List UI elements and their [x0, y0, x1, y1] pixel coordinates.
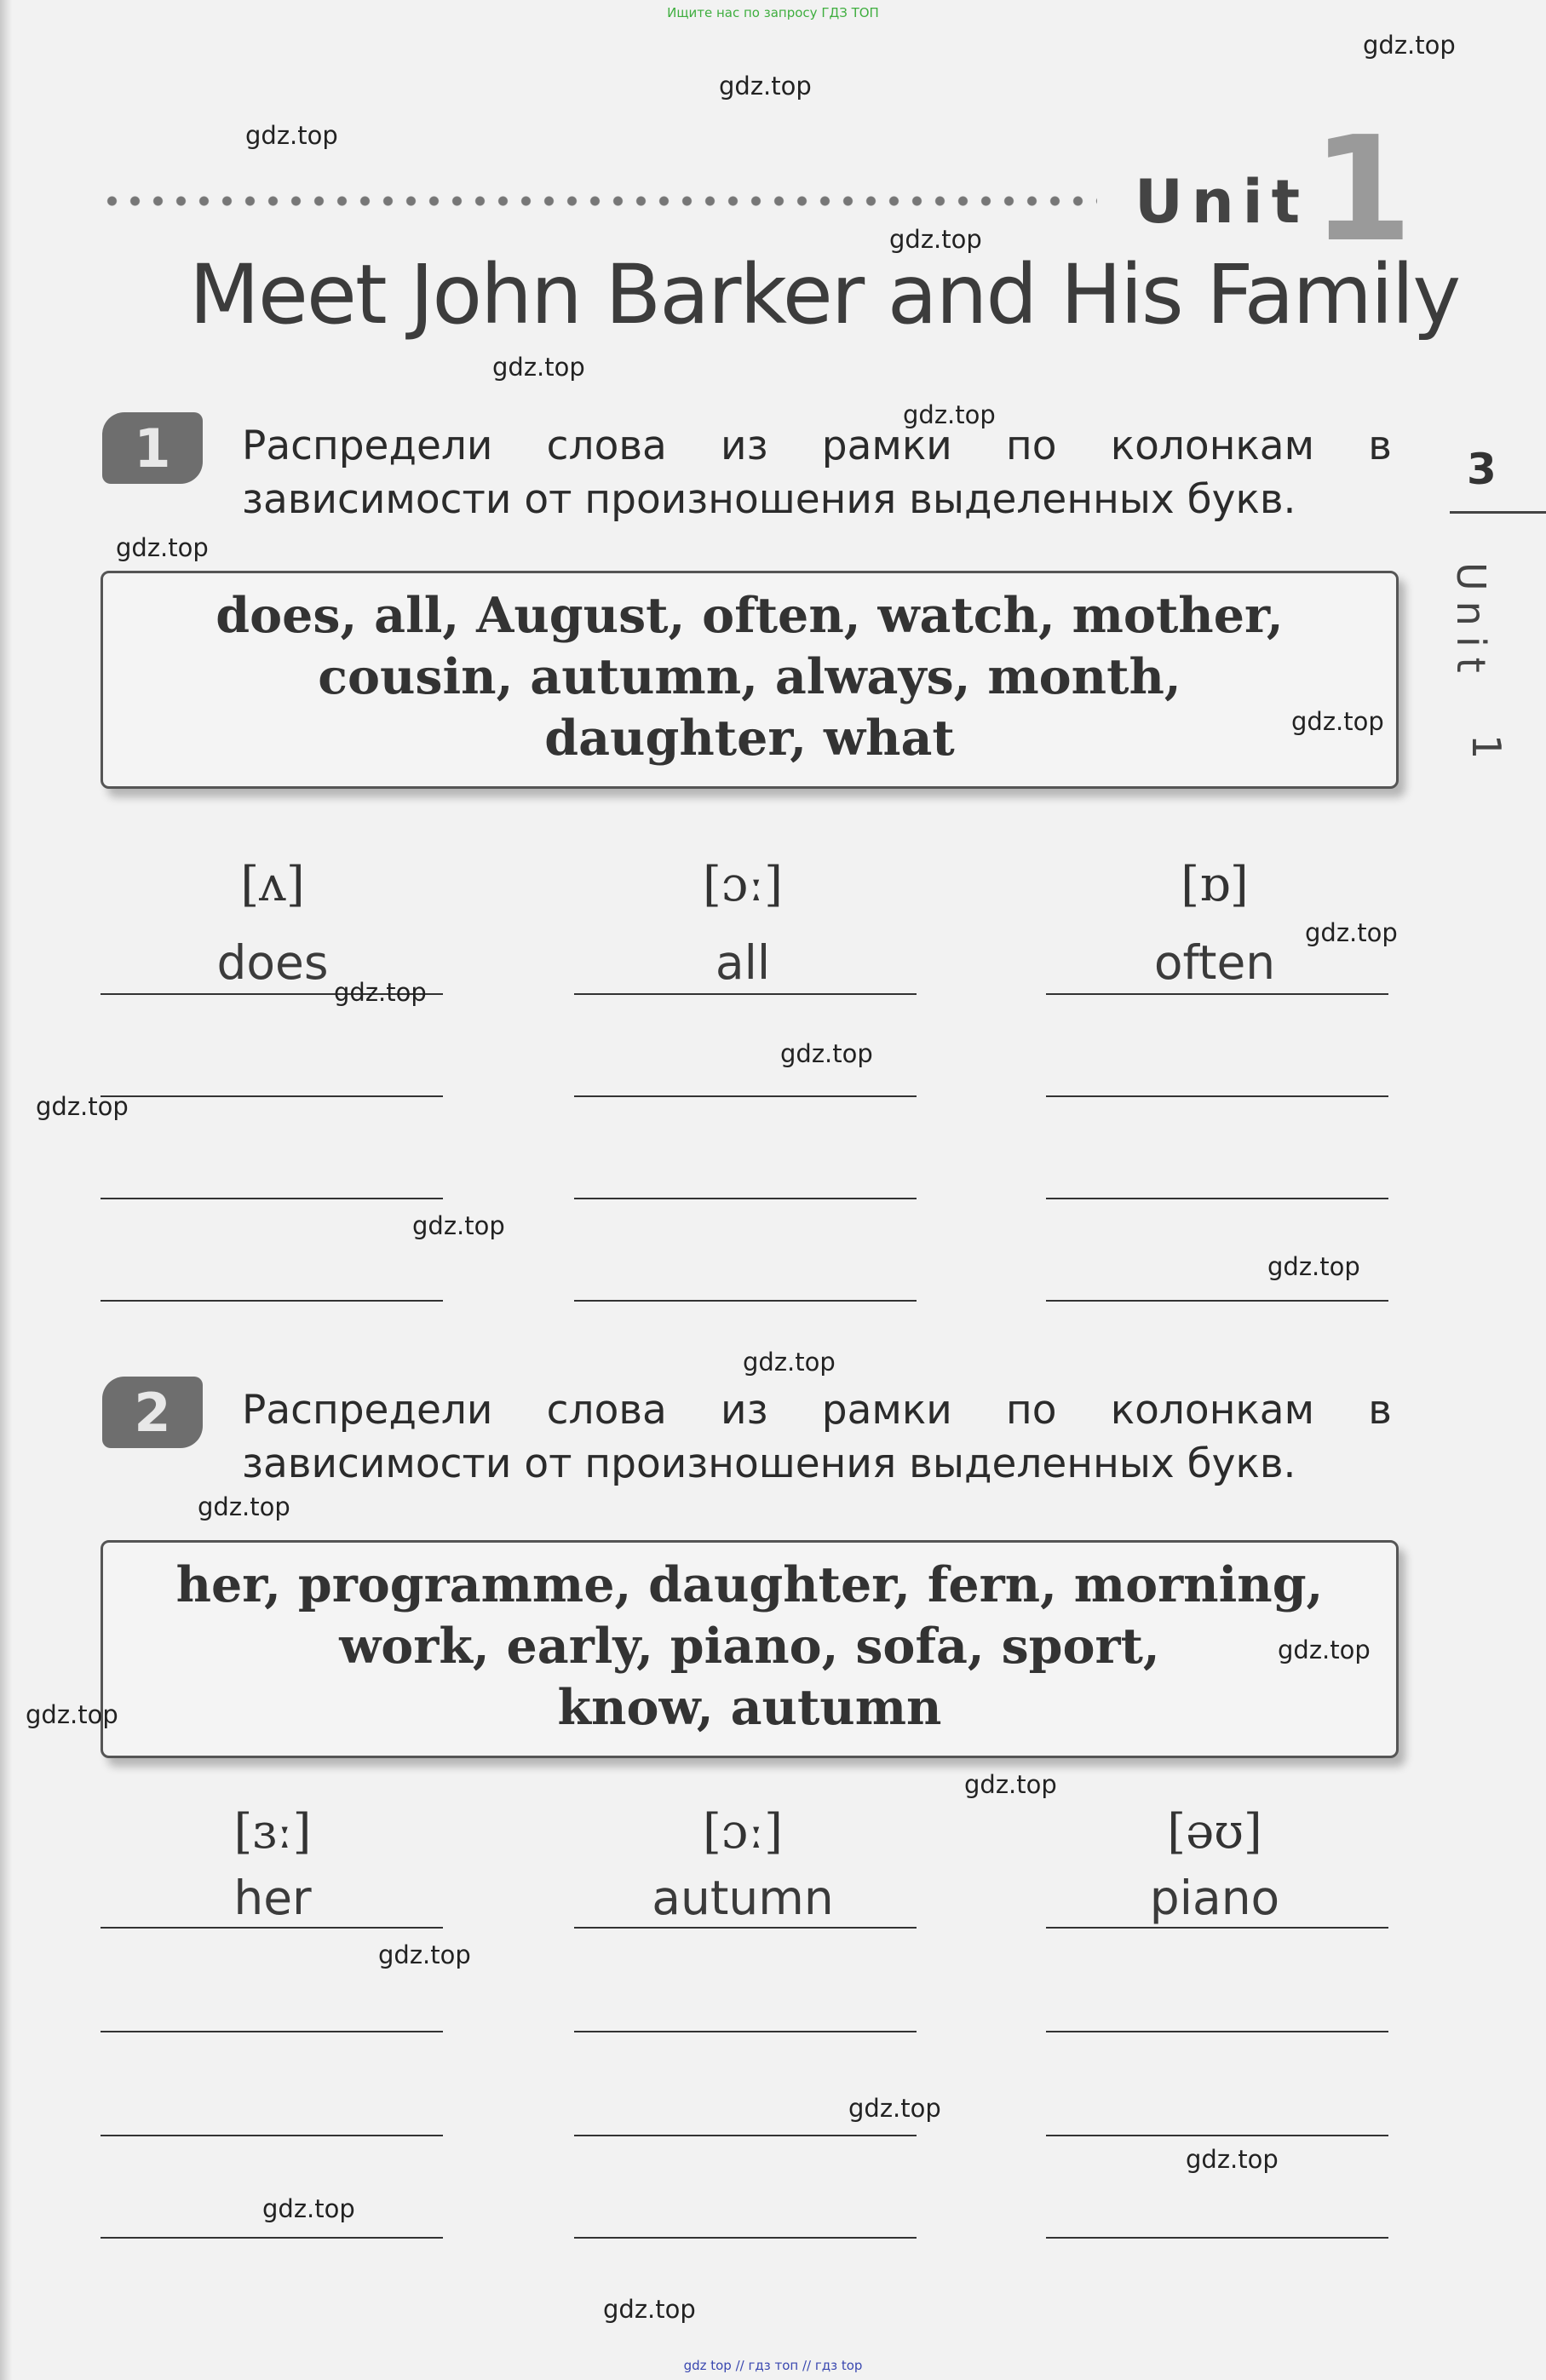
answer-line[interactable] — [574, 2237, 917, 2239]
unit-number: 1 — [1312, 106, 1413, 274]
side-divider — [1450, 511, 1546, 514]
answer-line[interactable] — [101, 1095, 443, 1097]
watermark: gdz.top — [334, 978, 427, 1007]
word-box-line: know, autumn — [557, 1679, 942, 1736]
answer-line[interactable] — [1046, 993, 1388, 995]
answer-example: autumn — [652, 1871, 834, 1925]
phoneme-header: [ɔː] — [703, 1804, 783, 1860]
side-unit-label: Unit — [1448, 562, 1494, 683]
answer-example: often — [1153, 935, 1276, 990]
answer-line[interactable] — [574, 1198, 917, 1199]
phoneme-header: [ɔː] — [703, 857, 783, 912]
phoneme-header: [ʌ] — [240, 857, 305, 912]
page-title: Meet John Barker and His Family — [189, 247, 1460, 342]
watermark: gdz.top — [1278, 1636, 1371, 1664]
exercise-1-instruction: Распредели слова из рамки по колонкам в зависимости от произношения выделенных букв. — [242, 423, 1392, 523]
watermark: gdz.top — [36, 1092, 129, 1121]
answer-line[interactable] — [101, 1300, 443, 1302]
answer-line[interactable] — [574, 1300, 917, 1302]
watermark: gdz.top — [603, 2295, 696, 2324]
watermark: gdz.top — [1186, 2145, 1279, 2174]
exercise-1-word-box — [101, 571, 1399, 789]
word-box-line: does, all, August, often, watch, mother, — [216, 587, 1284, 644]
watermark: gdz.top — [1363, 31, 1456, 60]
answer-line[interactable] — [1046, 1095, 1388, 1097]
answer-line[interactable] — [101, 2031, 443, 2032]
word-box-line: cousin, autumn, always, month, — [318, 648, 1181, 705]
exercise-2-word-box — [101, 1540, 1399, 1758]
watermark: gdz.top — [198, 1492, 290, 1521]
watermark: gdz.top — [378, 1940, 471, 1969]
watermark: gdz.top — [1305, 918, 1398, 947]
watermark: gdz.top — [780, 1039, 873, 1068]
word-box-line: daughter, what — [544, 710, 955, 767]
answer-line[interactable] — [1046, 2031, 1388, 2032]
exercise-2-instruction: Распредели слова из рамки по колонкам в зависимости от произношения выделенных букв. — [242, 1387, 1392, 1487]
exercise-2-badge: 2 — [102, 1377, 203, 1448]
page-number: 3 — [1467, 445, 1497, 494]
watermark: gdz.top — [245, 121, 338, 150]
watermark: gdz.top — [26, 1700, 118, 1729]
answer-line[interactable] — [574, 2031, 917, 2032]
watermark: gdz.top — [848, 2094, 941, 2123]
answer-line[interactable] — [574, 1095, 917, 1097]
exercise-1-badge: 1 — [102, 412, 203, 484]
phoneme-header: [ɒ] — [1181, 857, 1249, 912]
phoneme-header: [ɜː] — [233, 1804, 312, 1860]
answer-line[interactable] — [101, 2135, 443, 2136]
answer-example: her — [233, 1871, 312, 1925]
watermark: gdz.top — [743, 1348, 836, 1377]
top-note: Ищите нас по запросу ГДЗ ТОП — [667, 5, 879, 20]
answer-line[interactable] — [1046, 2135, 1388, 2136]
watermark: gdz.top — [889, 225, 982, 254]
phoneme-header: [əʊ] — [1167, 1804, 1262, 1860]
watermark: gdz.top — [412, 1211, 505, 1240]
word-box-line: her, programme, daughter, fern, morning, — [175, 1556, 1324, 1613]
watermark: gdz.top — [719, 72, 812, 101]
answer-line[interactable] — [1046, 2237, 1388, 2239]
dotted-rule — [101, 194, 1097, 208]
answer-line[interactable] — [1046, 1198, 1388, 1199]
watermark: gdz.top — [1291, 707, 1384, 736]
bottom-note: gdz top // гдз топ // гдз top — [683, 2358, 863, 2373]
answer-line[interactable] — [1046, 1927, 1388, 1929]
answer-line[interactable] — [101, 1198, 443, 1199]
page-edge-shadow — [0, 0, 12, 2380]
watermark: gdz.top — [964, 1770, 1057, 1799]
watermark: gdz.top — [1267, 1252, 1360, 1281]
answer-line[interactable] — [574, 1927, 917, 1929]
answer-example: does — [216, 935, 329, 990]
answer-example: piano — [1149, 1871, 1280, 1925]
answer-line[interactable] — [1046, 1300, 1388, 1302]
watermark: gdz.top — [492, 353, 585, 382]
watermark: gdz.top — [903, 400, 996, 429]
answer-line[interactable] — [574, 993, 917, 995]
side-unit-number: 1 — [1463, 734, 1509, 760]
answer-line[interactable] — [574, 2135, 917, 2136]
watermark: gdz.top — [116, 533, 209, 562]
watermark: gdz.top — [262, 2194, 355, 2223]
unit-label: Unit — [1135, 167, 1309, 237]
word-box-line: work, early, piano, sofa, sport, — [339, 1618, 1160, 1675]
answer-example: all — [715, 935, 771, 990]
answer-line[interactable] — [101, 2237, 443, 2239]
answer-line[interactable] — [101, 1927, 443, 1929]
